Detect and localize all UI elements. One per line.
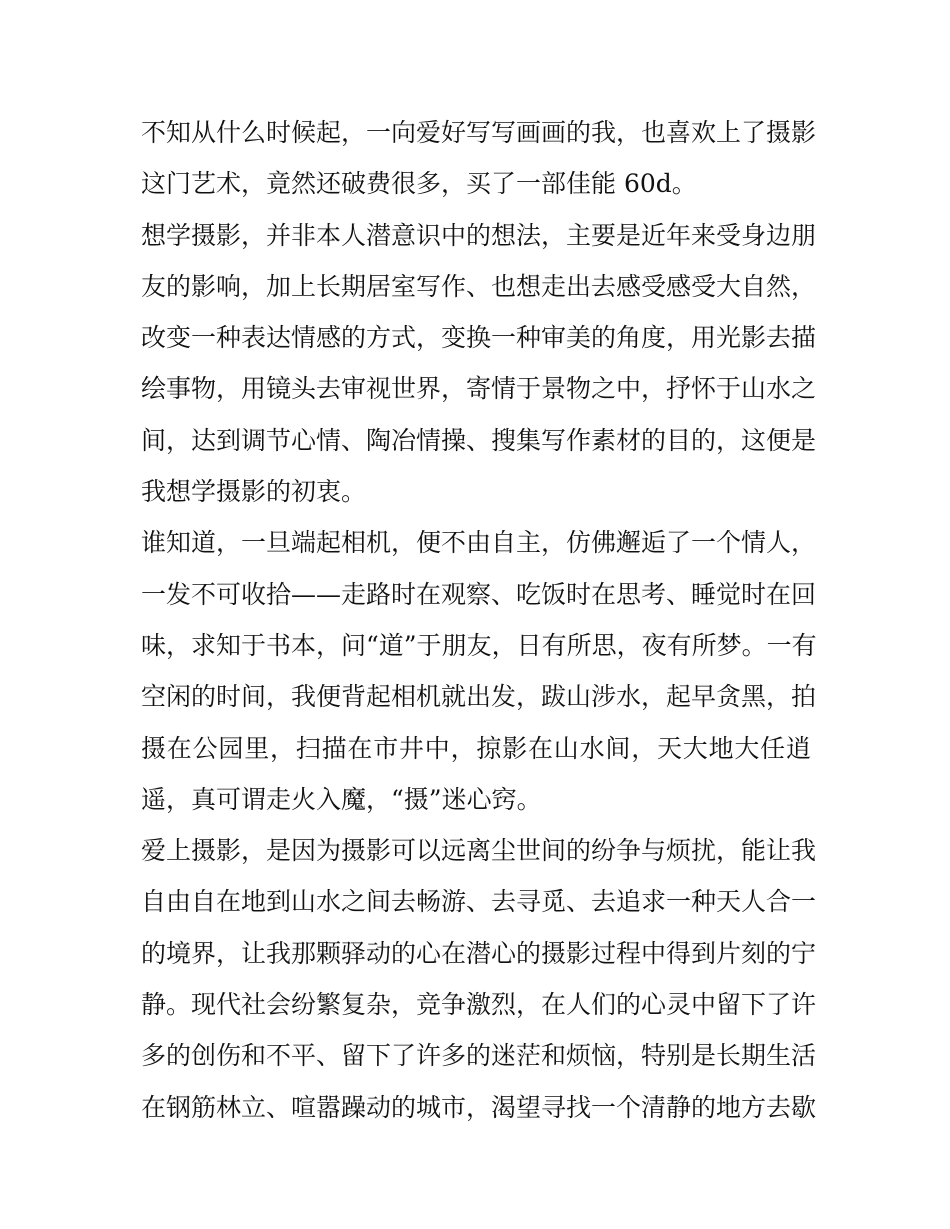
text-line: 自由自在地到山水之间去畅游、去寻觅、去追求一种天人合一 (141, 887, 817, 917)
text-line: 不知从什么时候起，一向爱好写写画画的我，也喜欢上了摄影 (141, 118, 817, 147)
paragraph-1 (141, 107, 817, 210)
text-line: 改变一种表达情感的方式，变换一种审美的角度，用光影去描 (141, 323, 817, 353)
text-line: 味，求知于书本，问“道”于朋友，日有所思，夜有所梦。一有 (141, 630, 817, 660)
text-line: 谁知道，一旦端起相机，便不由自主，仿佛邂逅了一个情人， (141, 528, 817, 558)
paragraph-3 (141, 517, 817, 825)
text-line: 爱上摄影，是因为摄影可以远离尘世间的纷争与烦扰，能让我 (141, 836, 817, 866)
text-line: 想学摄影，并非本人潜意识中的想法，主要是近年来受身边朋 (141, 220, 817, 250)
text-line: 静。现代社会纷繁复杂，竞争激烈，在人们的心灵中留下了许 (141, 990, 817, 1020)
text-line: 空闲的时间，我便背起相机就出发，跋山涉水，起早贪黑，拍 (141, 682, 817, 712)
text-line: 一发不可收拾——走路时在观察、吃饭时在思考、睡觉时在回 (141, 579, 817, 609)
text-line: 在钢筋林立、喧嚣躁动的城市，渴望寻找一个清静的地方去歇 (141, 1092, 817, 1122)
text-line: 多的创伤和不平、留下了许多的迷茫和烦恼，特别是长期生活 (141, 1041, 817, 1071)
text-line: 我想学摄影的初衷。 (141, 477, 367, 507)
text-line: 间，达到调节心情、陶冶情操、搜集写作素材的目的，这便是 (141, 425, 817, 455)
paragraph-2 (141, 210, 817, 518)
paragraph-4 (141, 825, 817, 1133)
text-line: 绘事物，用镜头去审视世界，寄情于景物之中，抒怀于山水之 (141, 374, 817, 404)
text-line: 这门艺术，竟然还破费很多，买了一部佳能 60d。 (141, 169, 697, 199)
text-line: 友的影响，加上长期居室写作、也想走出去感受感受大自然， (141, 271, 817, 301)
text-line: 的境界，让我那颗驿动的心在潜心的摄影过程中得到片刻的宁 (141, 938, 817, 968)
text-line: 遥，真可谓走火入魔，“摄”迷心窍。 (141, 784, 542, 814)
document-body (141, 107, 817, 1133)
text-line: 摄在公园里，扫描在市井中，掠影在山水间，天大地大任逍 (141, 733, 811, 763)
